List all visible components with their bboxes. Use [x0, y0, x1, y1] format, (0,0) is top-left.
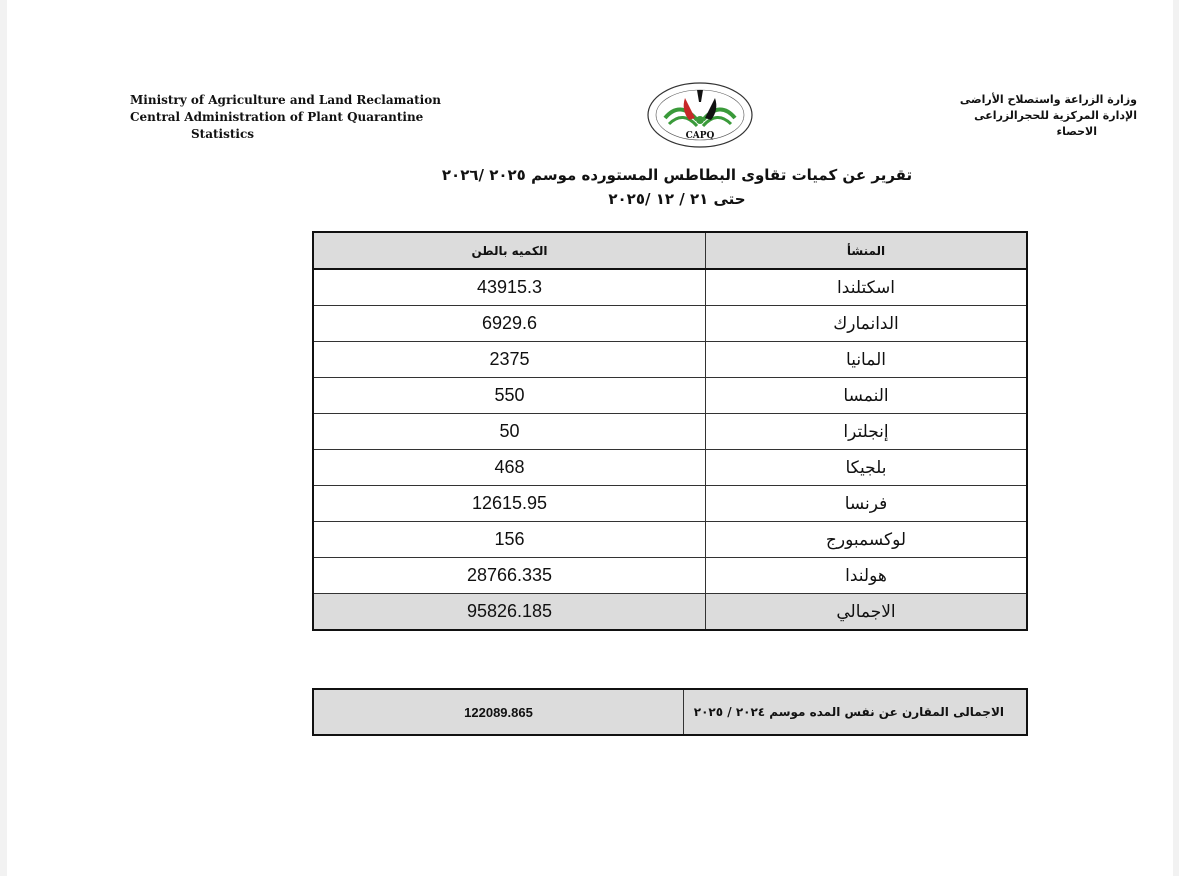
comparison-label: الاجمالى المقارن عن نفس المده موسم ٢٠٢٤ / ٢٠٢٥ [684, 689, 1028, 735]
header-english [130, 92, 450, 143]
comparison-row [313, 689, 1027, 735]
report-title: تقرير عن كميات تقاوى البطاطس المستورده موسم ٢٠٢٥ /٢٠٢٦ [441, 166, 913, 184]
origin-cell: لوكسمبورج [706, 522, 1028, 558]
quantity-cell: 2375 [313, 342, 706, 378]
table-header-row [313, 232, 1027, 269]
department-name-en: Statistics [191, 127, 255, 141]
origin-cell: النمسا [706, 378, 1028, 414]
table-row [313, 486, 1027, 522]
origin-cell: فرنسا [706, 486, 1028, 522]
table-row [313, 378, 1027, 414]
quantity-cell: 6929.6 [313, 306, 706, 342]
administration-name-ar: الإدارة المركزية للحجرالزراعى [974, 109, 1137, 122]
report-subtitle: حتى ٢١ / ١٢ /٢٠٢٥ [608, 190, 746, 208]
administration-name-en: Central Administration of Plant Quarantine [130, 110, 424, 124]
department-name-ar: الاحصاء [1056, 125, 1097, 138]
origin-cell: الدانمارك [706, 306, 1028, 342]
quantity-cell: 468 [313, 450, 706, 486]
quantity-cell: 12615.95 [313, 486, 706, 522]
quantity-cell: 28766.335 [313, 558, 706, 594]
comparison-table [312, 688, 1028, 736]
column-header-quantity: الكميه بالطن [313, 232, 706, 269]
origin-cell: المانيا [706, 342, 1028, 378]
quantity-cell: 550 [313, 378, 706, 414]
total-row [313, 594, 1027, 631]
origin-cell: إنجلترا [706, 414, 1028, 450]
document-page [7, 0, 1173, 876]
table-row [313, 450, 1027, 486]
table-row [313, 269, 1027, 306]
ministry-name-en: Ministry of Agriculture and Land Reclamation [130, 93, 441, 107]
quantity-cell: 43915.3 [313, 269, 706, 306]
table-row [313, 306, 1027, 342]
report-title-block [307, 163, 1047, 211]
table-row [313, 414, 1027, 450]
column-header-origin: المنشأ [706, 232, 1028, 269]
capq-logo-icon [645, 80, 755, 150]
origin-cell: اسكتلندا [706, 269, 1028, 306]
ministry-name-ar: وزارة الزراعة واستصلاح الأراضى [959, 93, 1137, 106]
quantity-cell: 50 [313, 414, 706, 450]
origin-cell: هولندا [706, 558, 1028, 594]
table-row [313, 558, 1027, 594]
imports-table [312, 231, 1028, 631]
logo-text: CAPQ [685, 131, 715, 141]
table-row [313, 342, 1027, 378]
origin-cell: بلجيكا [706, 450, 1028, 486]
quantity-cell: 156 [313, 522, 706, 558]
comparison-quantity: 122089.865 [313, 689, 684, 735]
total-label: الاجمالي [706, 594, 1028, 631]
table-row [313, 522, 1027, 558]
header-arabic [917, 92, 1137, 140]
total-quantity: 95826.185 [313, 594, 706, 631]
